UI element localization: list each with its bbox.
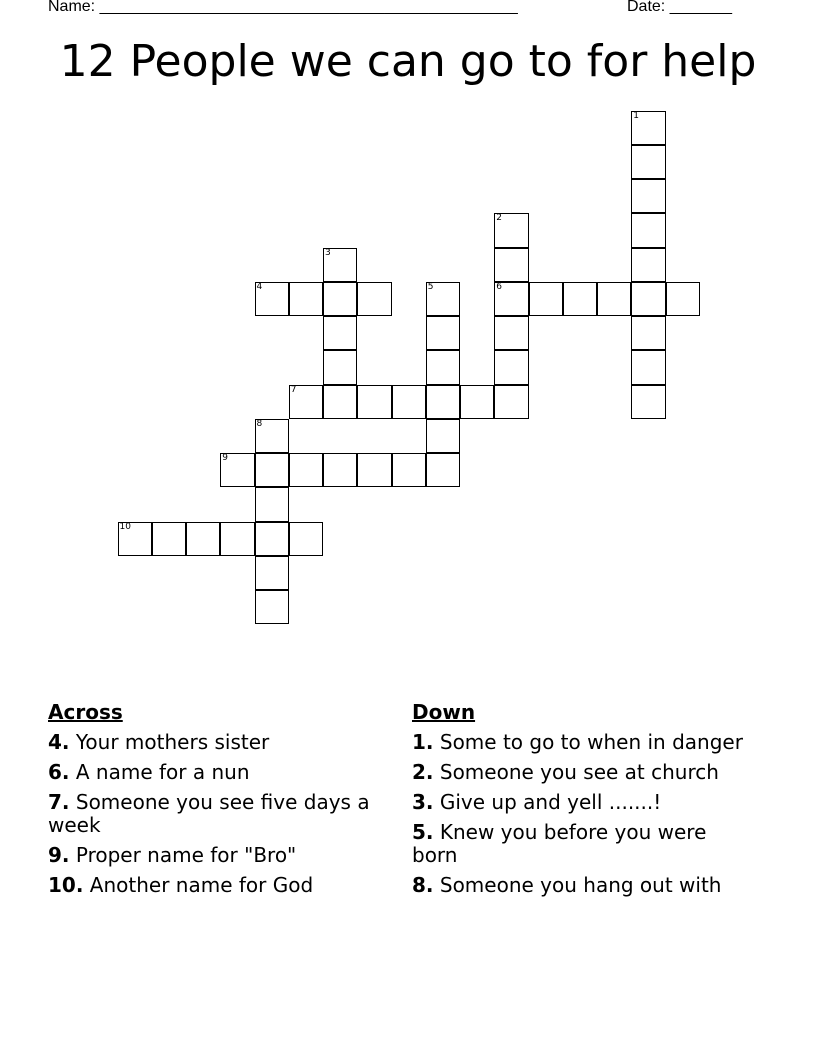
grid-cell[interactable]: [426, 350, 460, 384]
grid-cell[interactable]: [426, 282, 460, 316]
grid-cell[interactable]: [631, 179, 665, 213]
clue-text: Knew you before you were born: [412, 820, 707, 867]
date-field-line: Date: _______: [627, 0, 732, 15]
grid-cell[interactable]: [666, 282, 700, 316]
down-heading: Down: [412, 700, 476, 724]
down-clue-2: [412, 761, 757, 784]
grid-cell[interactable]: [494, 213, 528, 247]
grid-cell[interactable]: [631, 385, 665, 419]
name-field-line: Name: _______________________________________________: [48, 0, 518, 15]
across-clue-7: [48, 791, 388, 837]
clue-number: 5.: [412, 820, 434, 844]
clue-number: 1.: [412, 730, 434, 754]
grid-cell[interactable]: [220, 453, 254, 487]
grid-cell[interactable]: [460, 385, 494, 419]
cell-number: 5: [427, 281, 434, 292]
cell-number: 3: [325, 247, 331, 258]
grid-cell[interactable]: [631, 145, 665, 179]
grid-cell[interactable]: [631, 248, 665, 282]
grid-cell[interactable]: [255, 453, 289, 487]
across-clue-10: [48, 874, 388, 897]
grid-cell[interactable]: [323, 453, 357, 487]
cell-number: 10: [119, 521, 131, 532]
clue-number: 2.: [412, 760, 434, 784]
grid-cell[interactable]: [631, 282, 665, 316]
grid-cell[interactable]: [426, 385, 460, 419]
clue-text: Someone you hang out with: [439, 873, 722, 897]
clue-text: Some to go to when in danger: [439, 730, 743, 754]
grid-cell[interactable]: [494, 248, 528, 282]
cell-number: 2: [496, 213, 502, 224]
down-clue-3: [412, 791, 757, 814]
clue-text: Another name for God: [89, 873, 314, 897]
grid-cell[interactable]: [255, 419, 289, 453]
grid-cell[interactable]: [494, 282, 528, 316]
grid-cell[interactable]: [392, 453, 426, 487]
grid-cell[interactable]: [494, 350, 528, 384]
grid-cell[interactable]: [255, 556, 289, 590]
grid-cell[interactable]: [255, 487, 289, 521]
cell-number: 1: [633, 110, 639, 121]
grid-cell[interactable]: [494, 316, 528, 350]
grid-cell[interactable]: [392, 385, 426, 419]
grid-cell[interactable]: [289, 522, 323, 556]
grid-cell[interactable]: [289, 385, 323, 419]
grid-cell[interactable]: [152, 522, 186, 556]
clue-number: 10.: [48, 873, 84, 897]
grid-cell[interactable]: [323, 282, 357, 316]
clue-number: 6.: [48, 760, 70, 784]
across-heading: Across: [48, 700, 123, 724]
grid-cell[interactable]: [631, 111, 665, 145]
clue-number: 4.: [48, 730, 70, 754]
across-clue-9: [48, 844, 388, 867]
grid-cell[interactable]: [631, 316, 665, 350]
grid-cell[interactable]: [323, 350, 357, 384]
cell-number: 4: [256, 281, 263, 292]
clue-number: 3.: [412, 790, 434, 814]
grid-cell[interactable]: [118, 522, 152, 556]
clue-number: 7.: [48, 790, 70, 814]
grid-cell[interactable]: [255, 522, 289, 556]
grid-cell[interactable]: [289, 453, 323, 487]
cell-number: 9: [222, 453, 228, 463]
clue-text: Someone you see at church: [439, 760, 719, 784]
cell-number: 7: [290, 384, 297, 395]
across-clues: [48, 701, 388, 904]
grid-cell[interactable]: [563, 282, 597, 316]
grid-cell[interactable]: [494, 385, 528, 419]
grid-cell[interactable]: [631, 213, 665, 247]
clue-text: Someone you see five days a week: [48, 790, 370, 837]
down-clue-8: [412, 874, 757, 897]
grid-cell[interactable]: [426, 316, 460, 350]
grid-cell[interactable]: [186, 522, 220, 556]
grid-cell[interactable]: [255, 590, 289, 624]
cell-number: 8: [256, 418, 263, 429]
clue-number: 9.: [48, 843, 70, 867]
grid-cell[interactable]: [357, 385, 391, 419]
clue-text: Give up and yell .......!: [439, 790, 662, 814]
clue-number: 8.: [412, 873, 434, 897]
grid-cell[interactable]: [597, 282, 631, 316]
across-clue-4: [48, 731, 388, 754]
grid-cell[interactable]: [631, 350, 665, 384]
down-clue-1: [412, 731, 757, 754]
down-clues: [412, 701, 757, 904]
puzzle-title: 12 People we can go to for help: [59, 36, 757, 87]
down-clue-5: [412, 821, 757, 867]
cell-number: 6: [496, 281, 502, 292]
grid-cell[interactable]: [289, 282, 323, 316]
grid-cell[interactable]: [529, 282, 563, 316]
grid-cell[interactable]: [426, 419, 460, 453]
grid-cell[interactable]: [323, 385, 357, 419]
grid-cell[interactable]: [357, 453, 391, 487]
clue-text: Proper name for "Bro": [75, 843, 297, 867]
grid-cell[interactable]: [323, 248, 357, 282]
clue-text: A name for a nun: [75, 760, 250, 784]
clue-text: Your mothers sister: [75, 730, 270, 754]
grid-cell[interactable]: [220, 522, 254, 556]
grid-cell[interactable]: [255, 282, 289, 316]
grid-cell[interactable]: [323, 316, 357, 350]
grid-cell[interactable]: [357, 282, 391, 316]
across-clue-6: [48, 761, 388, 784]
grid-cell[interactable]: [426, 453, 460, 487]
